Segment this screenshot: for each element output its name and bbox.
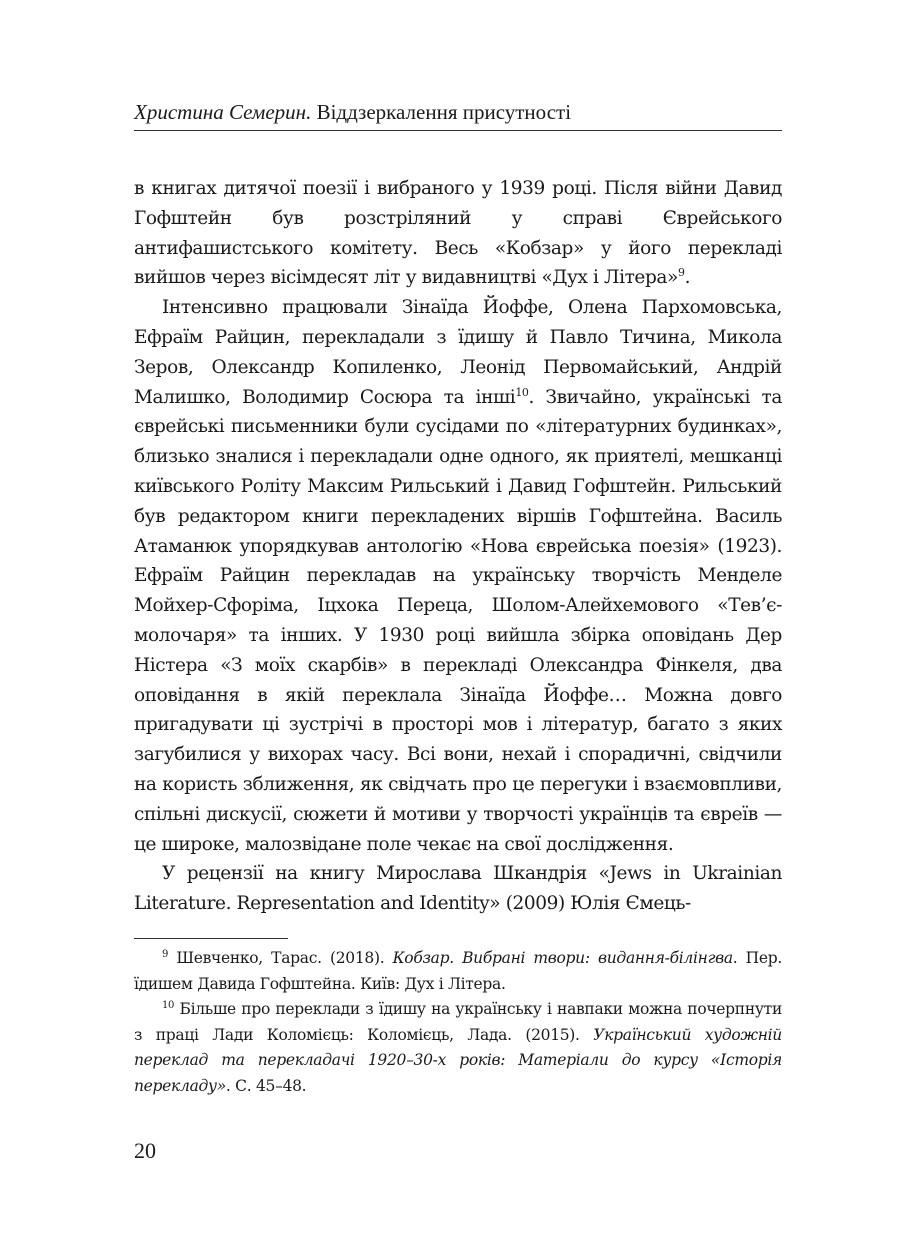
header-author: Христина Семерин. bbox=[134, 100, 312, 124]
body-text bbox=[134, 174, 782, 919]
paragraph-2-text-a: Інтенсивно працювали Зінаїда Йоффе, Олена Пархомовська, Ефраїм Райцин, перекладали з їдишу й Павло Тичина, Микола Зеров, Олександр Копиленко, Леонід Первомайський, Андрій Малишко, Володимир Сосюра та інші bbox=[134, 297, 782, 408]
footnote-10-tail: . С. 45–48. bbox=[225, 1076, 307, 1095]
footnote-9-lead: Шевченко, Тарас. (2018). bbox=[176, 949, 393, 967]
paragraph-1 bbox=[134, 174, 782, 293]
footnote-10-title: Український художній переклад та перекладачі 1920–30-х років: Матеріали до курсу «Історія перекладу» bbox=[134, 1025, 782, 1095]
footnote-10 bbox=[134, 997, 782, 1099]
paragraph-2-text-b: . Звичайно, українські та єврейські письменники були сусідами по «літературних будинках», близько зналися і перекладали одне одного, як приятелі, мешканці київського Роліту Максим Рильський і Давид Гофштейн. Рильський був редактором книги перекладених віршів Гофштейна. Василь Атаманюк упорядкував антологію «Нова єврейська поезія» (1923). Ефраїм Райцин перекладав на українську творчість Менделе Мойхер-Сфоріма, Іцхока Переца, Шолом-Алейхемового «Тев’є-молочаря» та інших. У 1930 році вийшла збірка оповідань Дер Ністера «З моїх скарбів» в перекладі Олександра Фінкеля, два оповідання в якій переклала Зінаїда Йоффе… Можна довго пригадувати ці зустрічі в просторі мов і літератур, багато з яких загубилися у вихорах часу. Всі вони, нехай і спорадичні, свідчили на користь зближення, як свідчать про це перегуки і взаємовпливи, спільні дискусії, сюжети й мотиви у творчості українців та євреїв — це широке, малозвідане поле чекає на свої дослідження. bbox=[134, 386, 783, 855]
paragraph-3 bbox=[134, 859, 782, 919]
footnote-ref-10[interactable]: 10 bbox=[515, 385, 529, 399]
running-header bbox=[134, 99, 782, 131]
footnote-10-number: 10 bbox=[162, 1000, 175, 1011]
paragraph-1-text: в книгах дитячої поезії і вибраного у 1939 році. Після війни Давид Гофштейн був розстріляний у справі Єврейського антифашистського комітету. Весь «Кобзар» у його перекладі вийшов через вісімдесят літ у видавництві «Дух і Літера» bbox=[134, 178, 782, 289]
footnote-9-title: Кобзар. Вибрані твори: видання-білінгва bbox=[392, 949, 733, 967]
footnote-9-number: 9 bbox=[162, 949, 169, 960]
footnote-9-tail: . Пер. їдишем Давида Гофштейна. Київ: Дух і Літера. bbox=[134, 949, 783, 993]
footnote-9 bbox=[134, 946, 782, 997]
page-number: 20 bbox=[134, 1138, 156, 1163]
paragraph-1-end: . bbox=[684, 267, 691, 289]
header-title: Віддзеркалення присутності bbox=[316, 100, 572, 124]
footnotes bbox=[134, 946, 782, 1099]
paragraph-2 bbox=[134, 293, 782, 859]
footnote-10-lead: Більше про переклади з їдишу на українську і навпаки можна почерпнути з праці Лади Коломієць: Коломієць, Лада. (2015). bbox=[134, 1000, 782, 1044]
footnote-separator bbox=[134, 938, 288, 939]
paragraph-3-text: У рецензії на книгу Мирослава Шкандрія «Jews in Ukrainian Literature. Representation and Identity» (2009) Юлія Ємець- bbox=[134, 863, 782, 915]
footnote-ref-9[interactable]: 9 bbox=[677, 266, 685, 280]
